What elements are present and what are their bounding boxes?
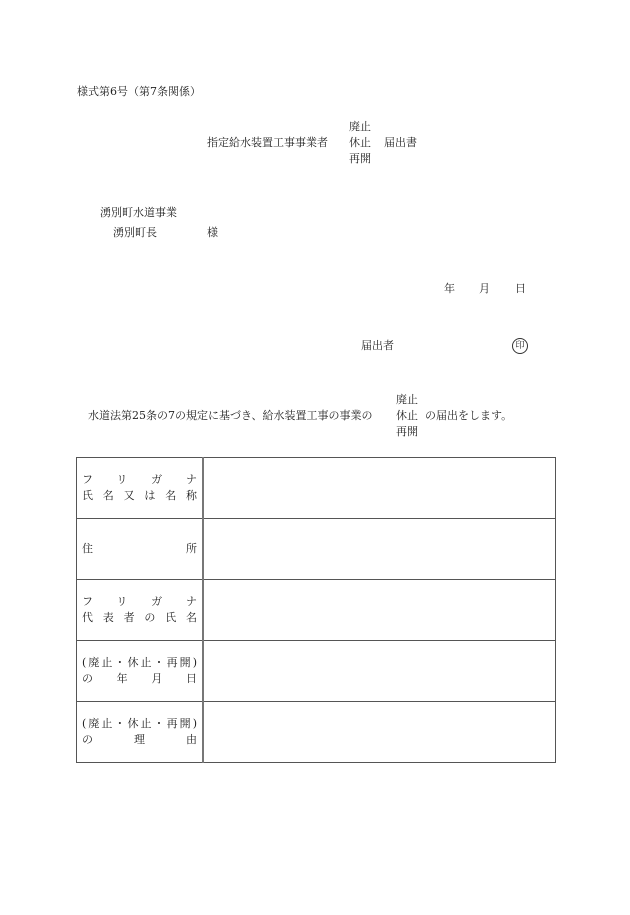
date-month: 月 — [479, 282, 490, 295]
table-row — [77, 458, 556, 519]
label-line: フリガナ — [82, 595, 197, 608]
label-line: (廃止・休止・再開) — [82, 656, 197, 669]
label-line: 代表者の氏名 — [82, 611, 197, 624]
row-value-field[interactable] — [203, 641, 556, 702]
seal-icon: 印 — [512, 338, 528, 354]
row-value-field[interactable] — [203, 580, 556, 641]
table-row — [77, 702, 556, 763]
row-label — [77, 702, 204, 763]
body-option: 休止 — [396, 409, 418, 422]
body-options — [396, 392, 418, 440]
row-value-field[interactable] — [203, 458, 556, 519]
applicant-label: 届出者 — [361, 339, 394, 352]
title-option: 廃止 — [349, 120, 371, 133]
title-option: 休止 — [349, 136, 371, 149]
notification-table — [76, 457, 556, 763]
label-line: 住所 — [82, 542, 197, 555]
row-label — [77, 519, 204, 580]
addressee-org: 湧別町水道事業 — [100, 206, 177, 219]
title-prefix: 指定給水装置工事事業者 — [207, 136, 328, 149]
title-suffix: 届出書 — [384, 136, 417, 149]
title-option: 再開 — [349, 152, 371, 165]
body-option: 再開 — [396, 425, 418, 438]
label-line: 氏名又は名称 — [82, 489, 197, 502]
label-line: フリガナ — [82, 473, 197, 486]
form-number: 様式第6号（第7条関係） — [77, 85, 201, 98]
label-line: の年月日 — [82, 672, 197, 685]
body-text: 水道法第25条の7の規定に基づき、給水装置工事の事業の — [88, 409, 373, 422]
row-label — [77, 580, 204, 641]
label-line: の理由 — [82, 733, 197, 746]
date-year: 年 — [444, 282, 455, 295]
addressee-honorific: 様 — [207, 226, 218, 239]
table-row — [77, 641, 556, 702]
label-line: (廃止・休止・再開) — [82, 717, 197, 730]
row-value-field[interactable] — [203, 519, 556, 580]
table-row — [77, 580, 556, 641]
row-label — [77, 641, 204, 702]
row-value-field[interactable] — [203, 702, 556, 763]
date-day: 日 — [515, 282, 526, 295]
row-label — [77, 458, 204, 519]
title-options — [349, 119, 371, 167]
body-option: 廃止 — [396, 393, 418, 406]
table-row — [77, 519, 556, 580]
body-suffix: の届出をします。 — [425, 409, 513, 422]
addressee-person: 湧別町長 — [113, 226, 157, 239]
